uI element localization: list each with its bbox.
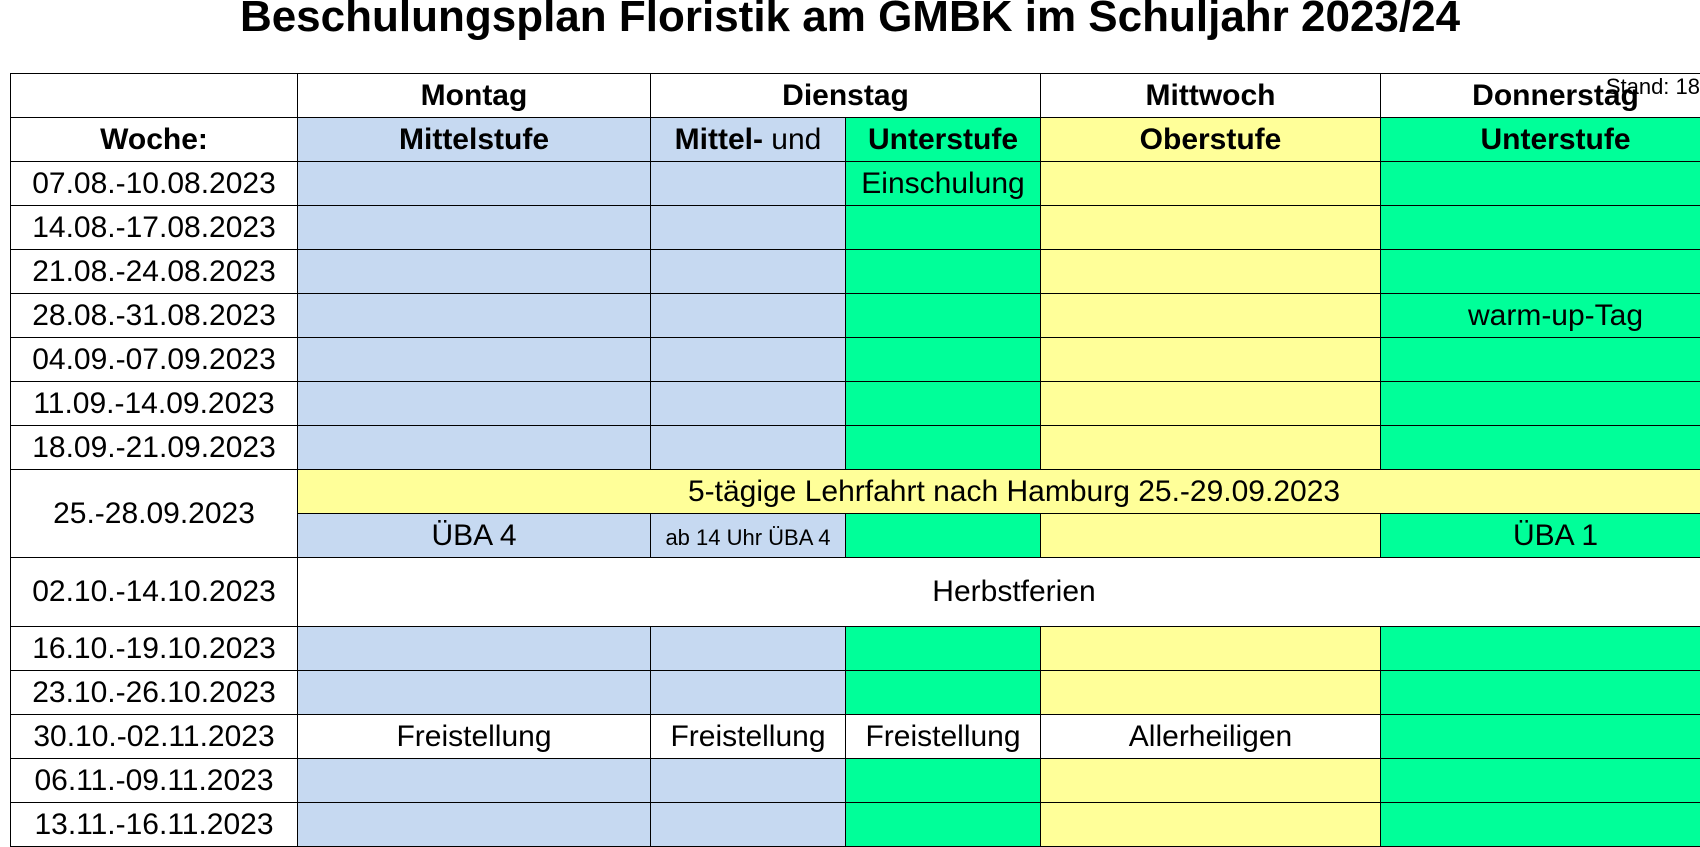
mittwoch-cell xyxy=(1041,627,1381,671)
dienstag-a-cell: Freistellung xyxy=(651,715,846,759)
mittwoch-cell xyxy=(1041,803,1381,847)
week-cell: 23.10.-26.10.2023 xyxy=(11,671,298,715)
week-cell: 11.09.-14.09.2023 xyxy=(11,382,298,426)
dienstag-b-cell xyxy=(846,803,1041,847)
level-donnerstag: Unterstufe xyxy=(1381,118,1700,162)
week-row xyxy=(11,250,1700,294)
donnerstag-cell xyxy=(1381,426,1700,470)
dienstag-b-cell xyxy=(846,514,1041,558)
week-row xyxy=(11,338,1700,382)
level-mittwoch: Oberstufe xyxy=(1041,118,1381,162)
donnerstag-cell xyxy=(1381,250,1700,294)
dienstag-a-cell xyxy=(651,338,846,382)
dienstag-b-cell xyxy=(846,426,1041,470)
dienstag-a-cell xyxy=(651,294,846,338)
lehrfahrt-banner: 5-tägige Lehrfahrt nach Hamburg 25.-29.09.2023 xyxy=(298,470,1700,514)
week-row xyxy=(11,627,1700,671)
dienstag-b-cell xyxy=(846,338,1041,382)
dienstag-b-cell xyxy=(846,671,1041,715)
dienstag-b-cell xyxy=(846,206,1041,250)
week-row xyxy=(11,426,1700,470)
week-row-lehrfahrt xyxy=(11,470,1700,514)
week-cell: 30.10.-02.11.2023 xyxy=(11,715,298,759)
dienstag-a-cell xyxy=(651,803,846,847)
donnerstag-cell xyxy=(1381,803,1700,847)
montag-cell xyxy=(298,426,651,470)
dienstag-a-cell xyxy=(651,382,846,426)
mittwoch-cell xyxy=(1041,338,1381,382)
dienstag-a-cell xyxy=(651,514,846,558)
montag-cell xyxy=(298,338,651,382)
donnerstag-cell xyxy=(1381,671,1700,715)
week-row xyxy=(11,206,1700,250)
montag-cell xyxy=(298,382,651,426)
day-header-donnerstag: Donnerstag xyxy=(1381,74,1700,118)
mittwoch-cell xyxy=(1041,206,1381,250)
week-cell: 14.08.-17.08.2023 xyxy=(11,206,298,250)
montag-cell: ÜBA 4 xyxy=(298,514,651,558)
montag-cell xyxy=(298,627,651,671)
week-cell: 18.09.-21.09.2023 xyxy=(11,426,298,470)
dienstag-a-cell xyxy=(651,627,846,671)
day-header-montag: Montag xyxy=(298,74,651,118)
dienstag-b-cell xyxy=(846,382,1041,426)
day-header-dienstag: Dienstag xyxy=(651,74,1041,118)
week-cell: 02.10.-14.10.2023 xyxy=(11,558,298,627)
week-cell: 28.08.-31.08.2023 xyxy=(11,294,298,338)
corner-cell xyxy=(11,74,298,118)
level-montag: Mittelstufe xyxy=(298,118,651,162)
dienstag-a-cell xyxy=(651,162,846,206)
donnerstag-cell: ÜBA 1 xyxy=(1381,514,1700,558)
stand-label: Stand: 18 xyxy=(1606,74,1700,100)
donnerstag-cell xyxy=(1381,627,1700,671)
level-dienstag-a xyxy=(651,118,846,162)
week-cell: 21.08.-24.08.2023 xyxy=(11,250,298,294)
mittwoch-cell xyxy=(1041,162,1381,206)
dienstag-a-cell xyxy=(651,206,846,250)
dienstag-b-cell: Freistellung xyxy=(846,715,1041,759)
week-cell: 07.08.-10.08.2023 xyxy=(11,162,298,206)
week-row xyxy=(11,382,1700,426)
week-row xyxy=(11,759,1700,803)
donnerstag-cell xyxy=(1381,382,1700,426)
montag-cell xyxy=(298,803,651,847)
week-row xyxy=(11,715,1700,759)
donnerstag-cell: warm-up-Tag xyxy=(1381,294,1700,338)
mittwoch-cell: Allerheiligen xyxy=(1041,715,1381,759)
schedule-table xyxy=(10,73,1700,847)
week-cell: 04.09.-07.09.2023 xyxy=(11,338,298,382)
mittwoch-cell xyxy=(1041,759,1381,803)
week-cell: 16.10.-19.10.2023 xyxy=(11,627,298,671)
montag-cell xyxy=(298,250,651,294)
level-header-row xyxy=(11,118,1700,162)
week-row xyxy=(11,294,1700,338)
week-cell: 13.11.-16.11.2023 xyxy=(11,803,298,847)
week-cell: 25.-28.09.2023 xyxy=(11,470,298,558)
montag-cell xyxy=(298,294,651,338)
montag-cell xyxy=(298,759,651,803)
dienstag-b-cell: Einschulung xyxy=(846,162,1041,206)
week-row xyxy=(11,162,1700,206)
dienstag-b-cell xyxy=(846,759,1041,803)
week-row xyxy=(11,671,1700,715)
page-title: Beschulungsplan Floristik am GMBK im Schuljahr 2023/24 xyxy=(0,0,1700,42)
mittwoch-cell xyxy=(1041,514,1381,558)
dienstag-a-cell xyxy=(651,426,846,470)
montag-cell: Freistellung xyxy=(298,715,651,759)
montag-cell xyxy=(298,671,651,715)
donnerstag-cell xyxy=(1381,338,1700,382)
donnerstag-cell xyxy=(1381,206,1700,250)
montag-cell xyxy=(298,162,651,206)
level-dienstag-a-rest: und xyxy=(763,123,821,156)
donnerstag-cell xyxy=(1381,759,1700,803)
dienstag-b-cell xyxy=(846,250,1041,294)
dienstag-b-cell xyxy=(846,627,1041,671)
montag-cell xyxy=(298,206,651,250)
dienstag-a-cell xyxy=(651,250,846,294)
mittwoch-cell xyxy=(1041,250,1381,294)
mittwoch-cell xyxy=(1041,426,1381,470)
week-row-ferien xyxy=(11,558,1700,627)
dienstag-a-cell xyxy=(651,759,846,803)
woche-label: Woche: xyxy=(11,118,298,162)
donnerstag-cell xyxy=(1381,162,1700,206)
week-cell: 06.11.-09.11.2023 xyxy=(11,759,298,803)
donnerstag-cell xyxy=(1381,715,1700,759)
day-header-row xyxy=(11,74,1700,118)
uba-note: ab 14 Uhr ÜBA 4 xyxy=(665,525,830,550)
level-dienstag-a-bold: Mittel- xyxy=(675,123,763,156)
dienstag-a-cell xyxy=(651,671,846,715)
mittwoch-cell xyxy=(1041,294,1381,338)
herbstferien-banner: Herbstferien xyxy=(298,558,1700,627)
dienstag-b-cell xyxy=(846,294,1041,338)
level-dienstag-b: Unterstufe xyxy=(846,118,1041,162)
mittwoch-cell xyxy=(1041,382,1381,426)
week-row xyxy=(11,803,1700,847)
day-header-mittwoch: Mittwoch xyxy=(1041,74,1381,118)
mittwoch-cell xyxy=(1041,671,1381,715)
